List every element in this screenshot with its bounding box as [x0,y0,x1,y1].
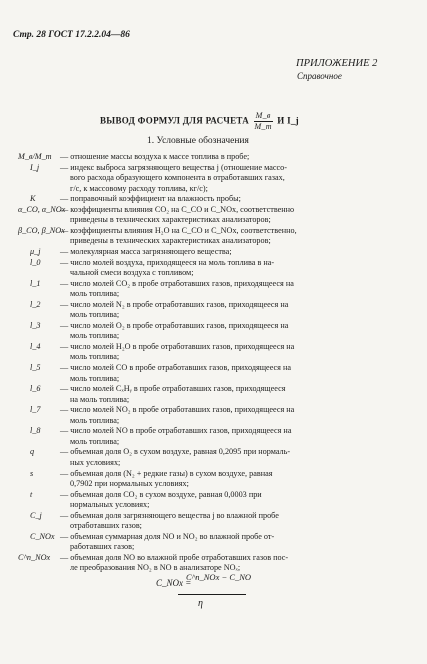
definition-symbol: l_1 [30,278,41,288]
definition-symbol: l_0 [30,257,41,267]
definition-text: — поправочный коэффициент на влажность пробы; [60,194,241,204]
formula-numerator: C^п_NOx − C_NO [186,572,252,582]
definition-text: — индекс выброса загрязняющего вещества j (отношение массо- [60,162,287,172]
definition-symbol: l_2 [30,299,41,309]
title-frac-den: M_т [254,122,272,131]
definition-continuation: приведены в технических характеристиках анализаторов; [70,236,271,246]
definition-continuation: приведены в технических характеристиках анализаторов; [70,215,271,225]
formula-denominator: η [198,598,203,609]
definition-symbol: l_8 [30,426,41,436]
title-frac-num: M_в [255,111,271,120]
definition-continuation: 0,7902 при нормальных условиях; [70,479,189,489]
definition-continuation: ных условиях; [70,457,121,467]
title-fraction [254,111,273,132]
definition-symbol: C_NOx [30,531,55,541]
definition-continuation: отработавших газов; [70,521,142,531]
definition-symbol: μ_j [30,246,41,256]
definition-continuation: г/с, к массовому расходу топлива, кг/с); [70,183,208,193]
definition-text: — число молей CₓHᵧ в пробе отработавших газов, приходящееся [60,384,286,394]
definition-continuation: моль топлива; [70,373,120,383]
definition-symbol: β_CO, β_NOx [18,225,65,235]
definition-text: — коэффициенты влияния H₂O на C_CO и C_NOx, соответственно, [60,225,297,235]
definition-symbol: l_6 [30,384,41,394]
doc-title-prefix: ВЫВОД ФОРМУЛ ДЛЯ РАСЧЕТА [100,115,250,126]
definition-continuation: моль топлива; [70,415,120,425]
definition-continuation: чальной смеси воздуха с топливом; [70,268,194,278]
formula-lhs: C_NOx = [156,578,192,588]
definition-text: — объемная доля загрязняющего вещества j во влажной пробе [60,510,279,520]
definition-continuation: нормальных условиях; [70,500,150,510]
doc-title [100,111,299,132]
definition-continuation: моль топлива; [70,289,120,299]
definition-text: — объемная суммарная доля NO и NO₂ во влажной пробе от- [60,531,275,541]
definition-text: — объемная доля O₂ в сухом воздухе, равная 0,2095 при нормаль- [60,447,291,457]
definition-text: — объемная доля CO₂ в сухом воздухе, равная 0,0003 при [60,489,262,499]
appendix-title: ПРИЛОЖЕНИЕ 2 [296,58,378,69]
definition-symbol: I_j [30,162,40,172]
definition-symbol: l_7 [30,405,41,415]
definition-continuation: работавших газов; [70,542,135,552]
definition-continuation: моль топлива; [70,310,120,320]
definition-symbol: l_5 [30,363,41,372]
definition-text: — число молей CO₂ в пробе отработавших газов, приходящееся на [60,278,294,288]
definition-text: — число молей CO в пробе отработавших газов, приходящееся на [60,363,291,372]
definition-text: — число молей NO₂ в пробе отработавших газов, приходящееся на [60,405,295,415]
definition-text: — коэффициенты влияния CO₂ на C_CO и C_NOx, соответственно [60,204,295,214]
section-title: 1. Условные обозначения [147,136,249,146]
definition-symbol: l_4 [30,341,41,351]
definition-symbol: C_j [30,510,42,520]
definition-continuation: моль топлива; [70,331,120,341]
page-header: Стр. 28 ГОСТ 17.2.2.04—86 [13,30,130,40]
definition-symbol: M_в/M_т [18,152,52,161]
definition-continuation: вого расхода образующего компонента в отработавших газах, [70,173,285,183]
definition-symbol: C^п_NOx [18,552,51,562]
definition-symbol: t [30,489,33,499]
appendix-subtitle: Справочное [297,71,342,81]
definition-continuation: ле преобразования NO₂ в NO в анализаторе NOₓ; [70,563,241,573]
definition-text: — отношение массы воздуха к массе топлива в пробе; [60,152,250,161]
definition-symbol: l_3 [30,320,41,330]
definition-text: — число молей N₂ в пробе отработавших газов, приходящееся на [60,299,289,309]
definition-symbol: K [30,194,36,204]
doc-title-suffix: И I_j [277,115,299,126]
definition-symbol: α_CO, α_NOx [18,204,66,214]
definition-continuation: моль топлива; [70,352,120,362]
definition-text: — объемная доля (N₂ + редкие газы) в сухом воздухе, равная [60,468,273,478]
definition-symbol: s [30,468,34,478]
definition-text: — число молей воздуха, приходящееся на моль топлива в на- [60,257,275,267]
definition-symbol: q [30,447,35,457]
definition-text: — число молей NO в пробе отработавших газов, приходящееся на [60,426,292,436]
definition-continuation: моль топлива; [70,436,120,446]
definition-text: — число молей O₂ в пробе отработавших газов, приходящееся на [60,320,289,330]
definition-text: — объемная доля NO во влажной пробе отработавших газов пос- [60,552,289,562]
definition-text: — число молей H₂O в пробе отработавших газов, приходящееся на [60,341,295,351]
formula-fraction-bar [178,594,246,595]
definition-text: — молекулярная масса загрязняющего вещества; [60,246,232,256]
definition-continuation: на моль топлива; [70,394,130,404]
